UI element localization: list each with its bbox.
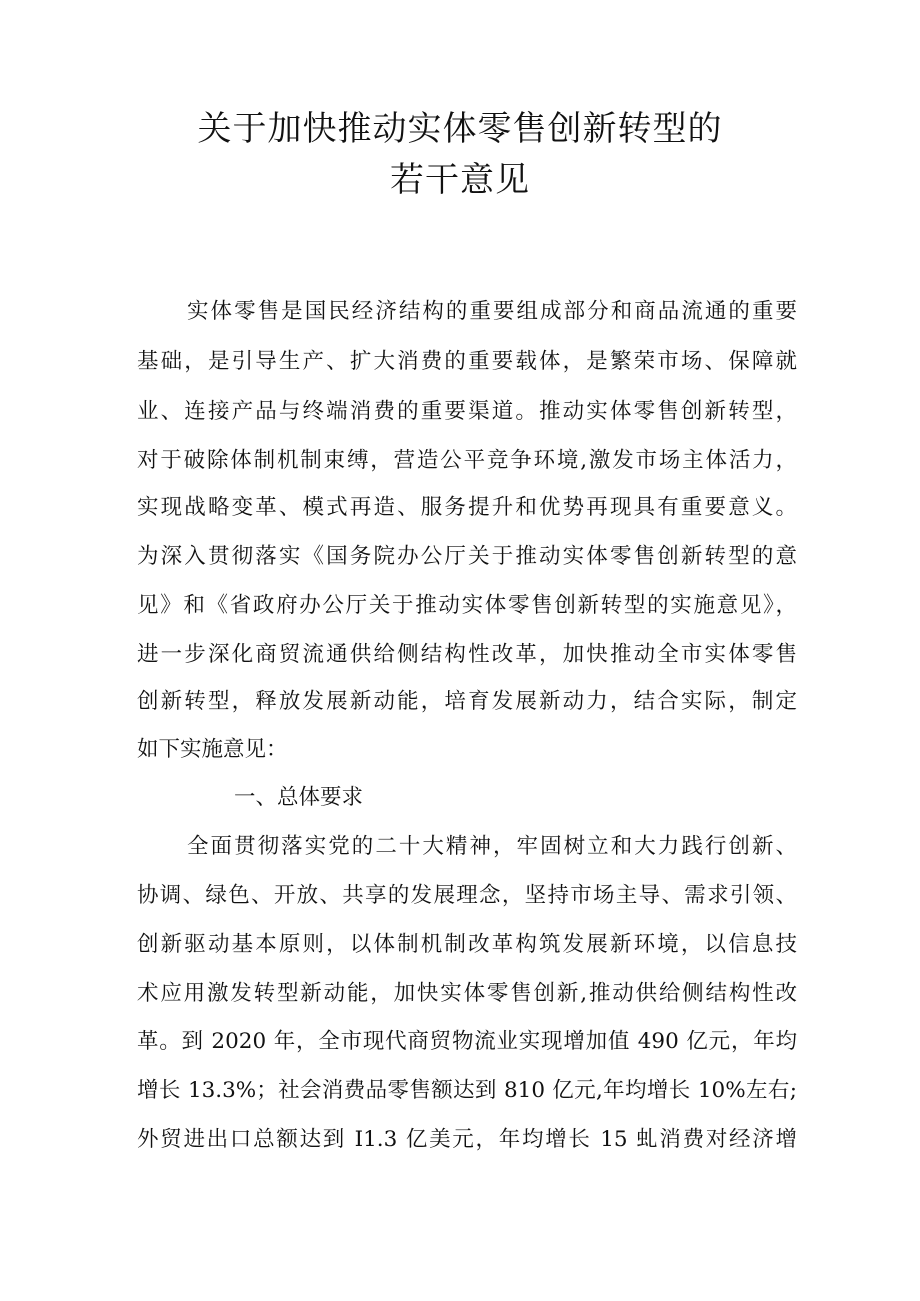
paragraph-1-line-6: 为深入贯彻落实《国务院办公厅关于推动实体零售创新转型的意: [137, 544, 797, 569]
paragraph-1-line-10: 如下实施意见：: [137, 737, 288, 762]
paragraph-2-line-2: 协调、绿色、开放、共享的发展理念，坚持市场主导、需求引领、: [137, 883, 797, 908]
paragraph-1-line-8: 进一步深化商贸流通供给侧结构性改革，加快推动全市实体零售: [137, 642, 797, 667]
paragraph-1-line-2: 基础，是引导生产、扩大消费的重要载体，是繁荣市场、保障就: [137, 349, 797, 374]
paragraph-1-line-9: 创新转型，释放发展新动能，培育发展新动力，结合实际，制定: [137, 689, 797, 714]
section-heading-general-requirements: 一、总体要求: [234, 785, 364, 810]
paragraph-2-line-1: 全面贯彻落实党的二十大精神，牢固树立和大力践行创新、: [187, 834, 797, 859]
paragraph-1-line-7: 见》和《省政府办公厅关于推动实体零售创新转型的实施意见》，: [137, 593, 797, 618]
paragraph-2-line-7: 外贸进出口总额达到 I1.3 亿美元，年均增长 15 虬消费对经济增: [137, 1127, 797, 1152]
paragraph-2-line-3: 创新驱动基本原则，以体制机制改革构筑发展新环境，以信息技: [137, 932, 797, 957]
paragraph-1-line-5: 实现战略变革、模式再造、服务提升和优势再现具有重要意义。: [137, 495, 797, 520]
paragraph-2-line-5: 革。到 2020 年，全市现代商贸物流业实现增加值 490 亿元，年均: [137, 1029, 797, 1054]
paragraph-2-line-4: 术应用激发转型新动能，加快实体零售创新,推动供给侧结构性改: [137, 981, 797, 1006]
paragraph-1-line-4: 对于破除体制机制束缚，营造公平竞争环境,激发市场主体活力，: [137, 448, 797, 473]
paragraph-2-line-6: 增长 13.3%；社会消费品零售额达到 810 亿元,年均增长 10%左右;: [137, 1078, 797, 1103]
paragraph-1-line-1: 实体零售是国民经济结构的重要组成部分和商品流通的重要: [187, 299, 797, 324]
document-title-line-2: 若干意见: [390, 160, 530, 200]
paragraph-1-line-3: 业、连接产品与终端消费的重要渠道。推动实体零售创新转型，: [137, 399, 797, 424]
document-title-line-1: 关于加快推动实体零售创新转型的: [197, 109, 723, 149]
